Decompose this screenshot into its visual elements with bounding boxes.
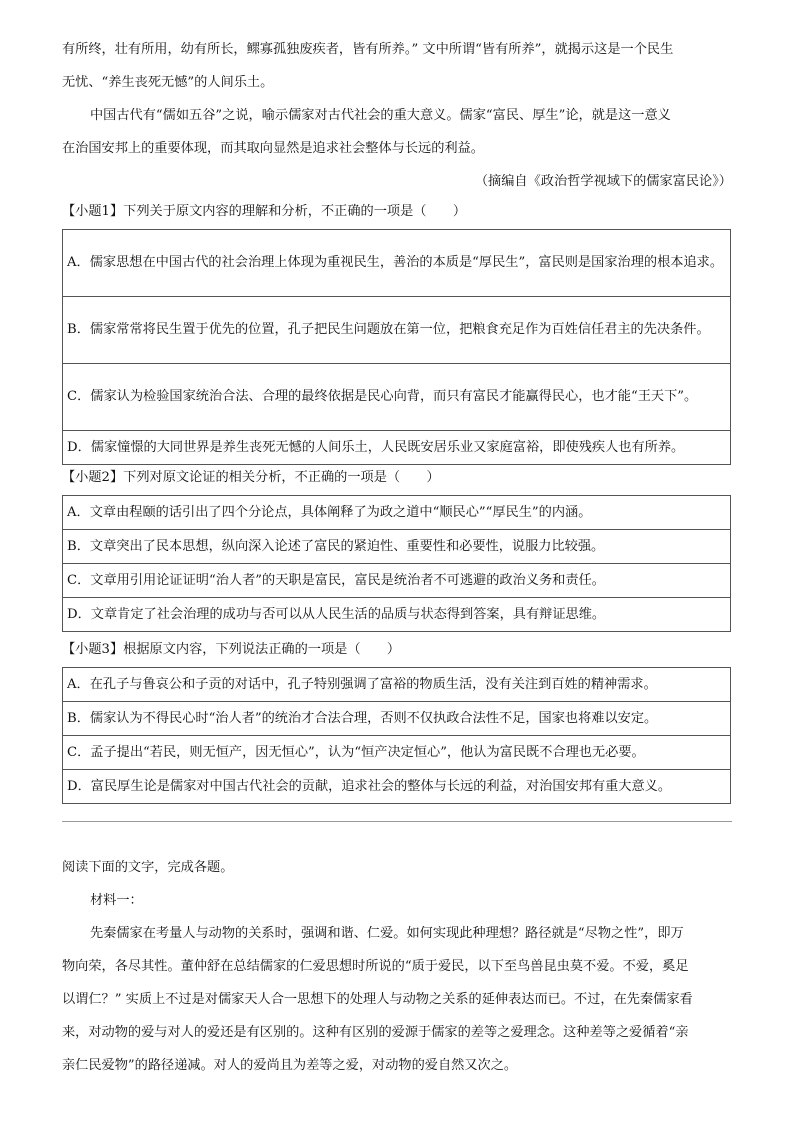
material-line-2: 物向荣，各尽其性。董仲舒在总结儒家的仁爱思想时所说的“质于爱民，以下至鸟兽昆虫莫不爱。不爱，奚足 xyxy=(62,959,689,974)
option-a[interactable]: A．在孔子与鲁哀公和子贡的对话中，孔子特别强调了富裕的物质生活，没有关注到百姓的精神需求。 xyxy=(63,668,731,702)
passage-line-2: 无忧、“养生丧死无憾”的人间乐土。 xyxy=(62,75,274,90)
option-a[interactable]: A．儒家思想在中国古代的社会治理上体现为重视民生，善治的本质是“厚民生”，富民则是国家治理的根本追求。 xyxy=(63,230,731,297)
passage-line-4: 在治国安邦上的重要体现，而其取向显然是追求社会整体与长远的利益。 xyxy=(62,141,484,156)
option-d[interactable]: D．富民厚生论是儒家对中国古代社会的贡献，追求社会的整体与长远的利益，对治国安邦有重大意义。 xyxy=(63,770,731,804)
option-d[interactable]: D．儒家憧憬的大同世界是养生丧死无憾的人间乐土，人民既安居乐业又家庭富裕，即使残疾人也有所养。 xyxy=(63,431,731,465)
option-b[interactable]: B．儒家常常将民生置于优先的位置，孔子把民生问题放在第一位，把粮食充足作为百姓信任君主的先决条件。 xyxy=(63,297,731,364)
material-line-1: 先秦儒家在考量人与动物的关系时，强调和谐、仁爱。如何实现此种理想？路径就是“尽物之性”，即万 xyxy=(90,926,684,941)
option-c[interactable]: C．文章用引用论证证明“治人者”的天职是富民，富民是统治者不可逃避的政治义务和责任。 xyxy=(63,564,731,598)
option-c[interactable]: C．孟子提出“若民，则无恒产，因无恒心”，认为“恒产决定恒心”，他认为富民既不合理也无必要。 xyxy=(63,736,731,770)
option-d[interactable]: D．文章肯定了社会治理的成功与否可以从人民生活的品质与状态得到答案，具有辩证思维。 xyxy=(63,598,731,632)
material-label: 材料一： xyxy=(90,893,143,908)
question-2-stem: 【小题2】下列对原文论证的相关分析，不正确的一项是（ ） xyxy=(62,470,440,485)
option-b[interactable]: B．文章突出了民本思想，纵向深入论述了富民的紧迫性、重要性和必要性，说服力比较强。 xyxy=(63,530,731,564)
question-1-stem: 【小题1】下列关于原文内容的理解和分析，不正确的一项是（ ） xyxy=(62,204,467,219)
passage-line-1: 有所终，壮有所用，幼有所长，鳏寡孤独废疾者，皆有所养。” 文中所谓“皆有所养”，就揭示这是一个民生 xyxy=(62,42,674,57)
passage-source: （摘编自《政治哲学视域下的儒家富民论》） xyxy=(474,174,732,189)
material-line-3: 以谓仁？” 实质上不过是对儒家天人合一思想下的处理人与动物之关系的延伸表达而已。不过，在先秦儒家看 xyxy=(62,992,693,1007)
question-3-stem: 【小题3】根据原文内容，下列说法正确的一项是（ ） xyxy=(62,642,401,657)
option-a[interactable]: A．文章由程颐的话引出了四个分论点，具体阐释了为政之道中“顺民心”“厚民生”的内涵。 xyxy=(63,496,731,530)
reading-instruction: 阅读下面的文字，完成各题。 xyxy=(62,860,234,875)
option-c[interactable]: C．儒家认为检验国家统治合法、合理的最终依据是民心向背，而只有富民才能赢得民心，也才能“王天下”。 xyxy=(63,364,731,431)
question-1-options xyxy=(62,229,731,465)
passage-line-3: 中国古代有“儒如五谷”之说，喻示儒家对古代社会的重大意义。儒家“富民、厚生”论，就是这一意义 xyxy=(90,108,671,123)
question-3-options xyxy=(62,667,731,804)
material-line-5: 亲仁民爱物”的路径递减。对人的爱尚且为差等之爱，对动物的爱自然又次之。 xyxy=(62,1058,518,1073)
option-b[interactable]: B．儒家认为不得民心时“治人者”的统治才合法合理，否则不仅执政合法性不足，国家也将难以安定。 xyxy=(63,702,731,736)
material-line-4: 来，对动物的爱与对人的爱还是有区别的。这种有区别的爱源于儒家的差等之爱理念。这种差等之爱循着“亲 xyxy=(62,1025,689,1040)
section-divider xyxy=(62,821,732,822)
question-2-options xyxy=(62,495,731,632)
